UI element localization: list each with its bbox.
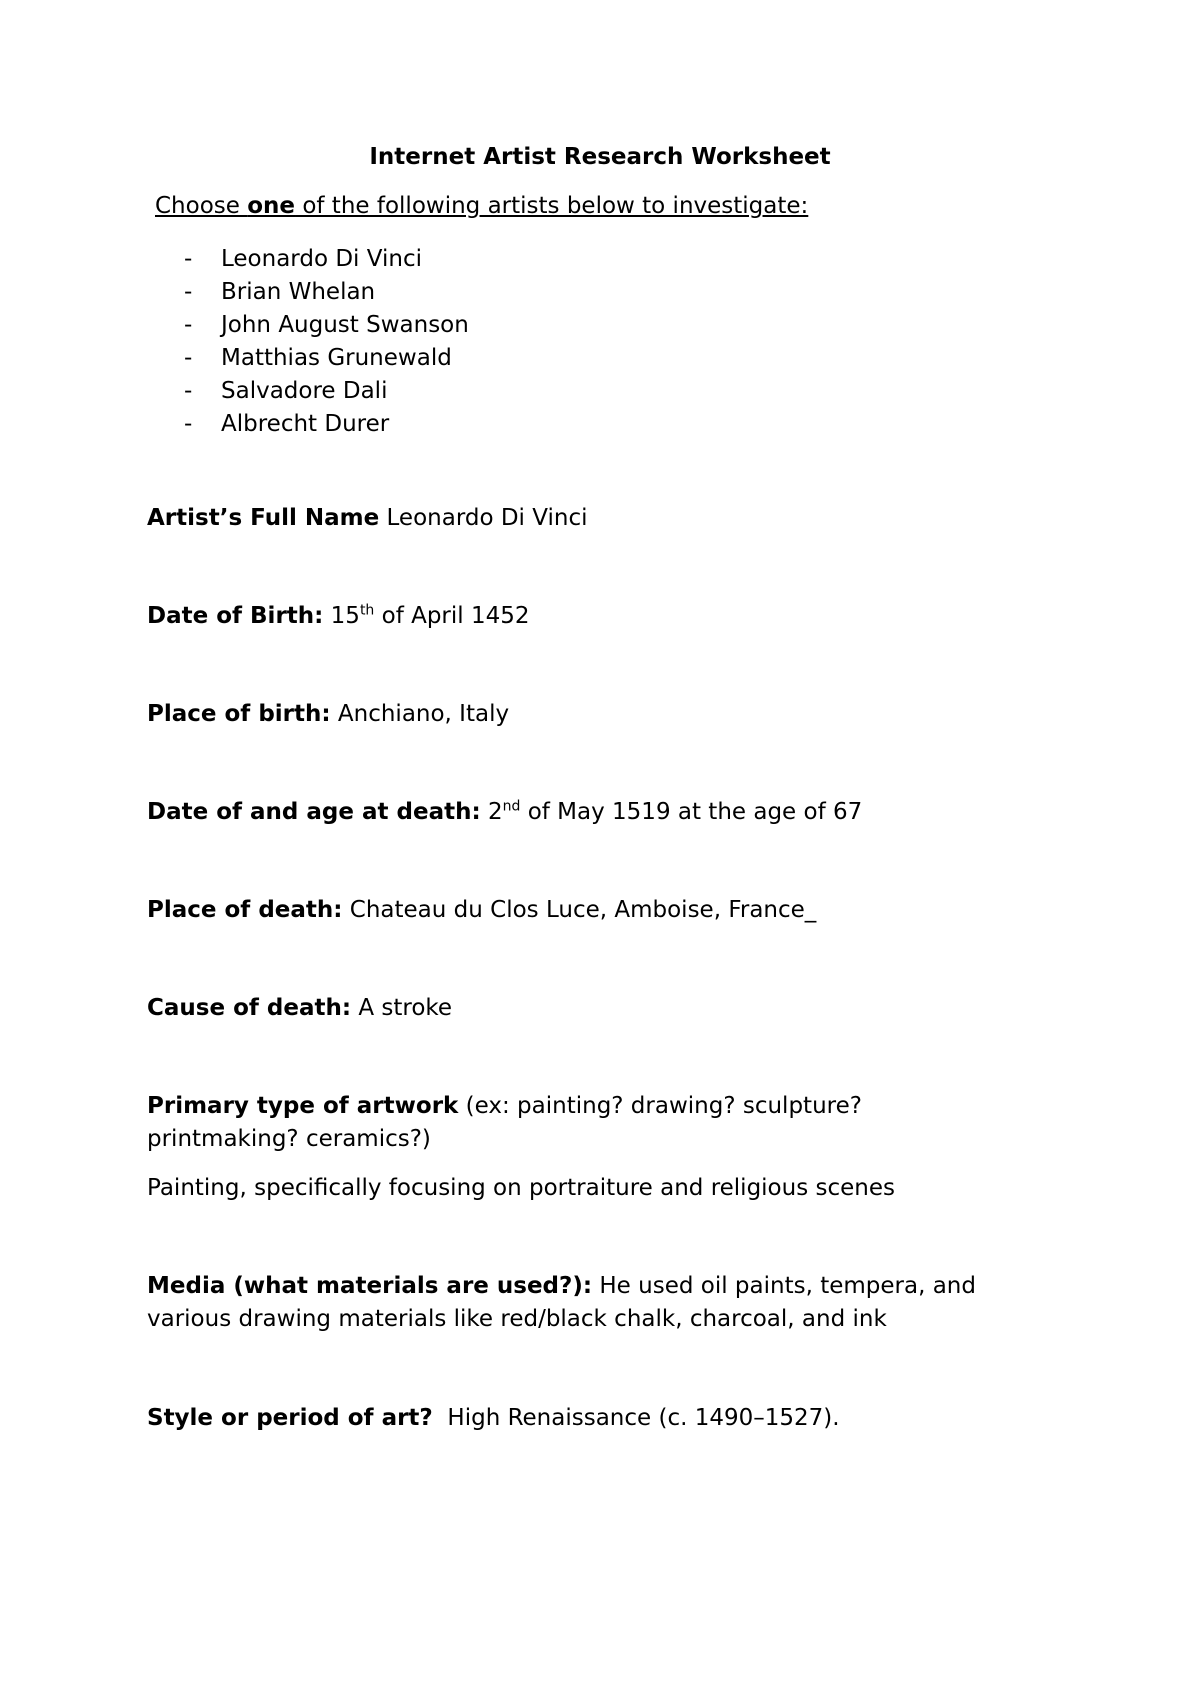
field-value: He used oil paints, tempera, and various drawing materials like red/black chalk, charcoal, and ink <box>147 1273 976 1332</box>
list-item <box>184 408 469 441</box>
field-value: A stroke <box>351 995 453 1021</box>
field-value: High Renaissance (c. 1490–1527). <box>432 1405 840 1431</box>
artist-name: John August Swanson <box>221 312 469 338</box>
field-label: Artist’s Full Name <box>147 505 380 531</box>
artist-name: Salvadore Dali <box>221 378 388 404</box>
field-label: Date of Birth: <box>147 603 324 629</box>
field-value-day: 15 <box>323 603 360 629</box>
bullet-dash: - <box>184 345 193 371</box>
field-value-rest: of April 1452 <box>374 603 530 629</box>
artist-list <box>184 243 469 441</box>
instruction-text <box>155 193 808 219</box>
field-value: Leonardo Di Vinci <box>379 505 588 531</box>
field-label: Style or period of art? <box>147 1405 433 1431</box>
artist-name: Brian Whelan <box>221 279 376 305</box>
field-value: Chateau du Clos Luce, Amboise, France_ <box>342 897 817 923</box>
field-death-date <box>147 796 1047 829</box>
ordinal-suffix: th <box>359 602 375 619</box>
bullet-dash: - <box>184 279 193 305</box>
ordinal-suffix: nd <box>502 798 521 815</box>
field-label: Media (what materials are used?): <box>147 1273 593 1299</box>
field-media <box>147 1270 1047 1336</box>
field-death-cause <box>147 992 1047 1025</box>
bullet-dash: - <box>184 378 193 404</box>
field-artwork-type <box>147 1090 927 1156</box>
field-value-day: 2 <box>480 799 503 825</box>
page-title: Internet Artist Research Worksheet <box>369 144 831 170</box>
field-artwork-answer: Painting, specifically focusing on portraiture and religious scenes <box>147 1175 895 1201</box>
field-style <box>147 1402 1047 1435</box>
instruction-prefix: Choose <box>155 193 248 219</box>
field-birth-date <box>147 600 1047 633</box>
artist-name: Leonardo Di Vinci <box>221 246 422 272</box>
field-hint: (ex: painting? drawing? sculpture? printmaking? ceramics?) <box>147 1093 862 1152</box>
instruction-emphasis: one <box>247 193 296 219</box>
artist-name: Matthias Grunewald <box>221 345 452 371</box>
list-item <box>184 375 469 408</box>
list-item <box>184 243 469 276</box>
list-item <box>184 342 469 375</box>
field-label: Cause of death: <box>147 995 352 1021</box>
instruction-suffix: of the following artists below to investigate: <box>295 193 809 219</box>
list-item <box>184 276 469 309</box>
field-value: Anchiano, Italy <box>330 701 510 727</box>
list-item <box>184 309 469 342</box>
bullet-dash: - <box>184 312 193 338</box>
field-birth-place <box>147 698 1047 731</box>
field-label: Date of and age at death: <box>147 799 481 825</box>
bullet-dash: - <box>184 411 193 437</box>
field-value-rest: of May 1519 at the age of 67 <box>520 799 863 825</box>
field-label: Place of birth: <box>147 701 331 727</box>
artist-name: Albrecht Durer <box>221 411 390 437</box>
field-death-place <box>147 894 1047 927</box>
field-label: Primary type of artwork <box>147 1093 459 1119</box>
bullet-dash: - <box>184 246 193 272</box>
field-label: Place of death: <box>147 897 343 923</box>
field-full-name <box>147 502 1047 535</box>
